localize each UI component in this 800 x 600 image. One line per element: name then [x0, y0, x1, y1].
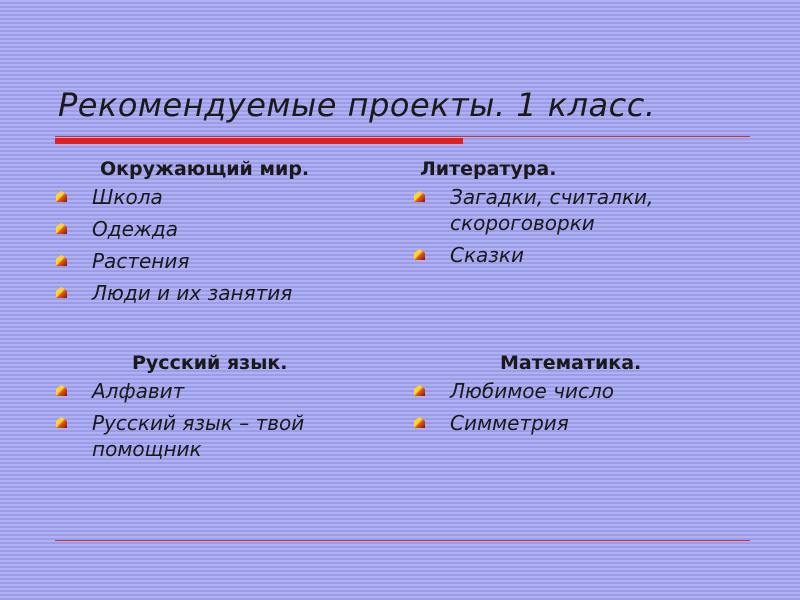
list-item-label: Алфавит — [92, 379, 185, 403]
list-item — [52, 378, 372, 404]
slide-title: Рекомендуемые проекты. 1 класс. — [58, 86, 656, 124]
list-item-label: Школа — [92, 185, 163, 209]
section-russian — [52, 352, 372, 468]
list-item — [52, 410, 372, 462]
section-math — [410, 352, 740, 442]
list-item — [52, 184, 372, 210]
list-item-label: Русский язык – твой помощник — [92, 411, 305, 461]
list-item — [410, 410, 740, 436]
title-underline-thin — [55, 136, 750, 137]
list-item — [410, 242, 740, 268]
title-underline-accent — [55, 138, 463, 144]
list-item-label: Симметрия — [450, 411, 569, 435]
bullet-icon — [56, 287, 67, 298]
list-item — [52, 216, 372, 242]
bullet-icon — [56, 255, 67, 266]
section-environment — [52, 158, 372, 312]
list-item-label: Сказки — [450, 243, 525, 267]
list-item-label: Загадки, считалки, скороговорки — [450, 185, 654, 235]
bullet-icon — [56, 417, 67, 428]
bullet-icon — [56, 191, 67, 202]
list-item-label: Любимое число — [450, 379, 615, 403]
bullet-icon — [56, 223, 67, 234]
section-heading: Русский язык. — [132, 352, 288, 374]
list-item — [410, 378, 740, 404]
list-item-label: Растения — [92, 249, 190, 273]
bullet-icon — [414, 249, 425, 260]
list-item — [410, 184, 740, 236]
bullet-icon — [414, 385, 425, 396]
section-heading: Математика. — [500, 352, 642, 374]
list-item-label: Одежда — [92, 217, 178, 241]
bullet-icon — [414, 417, 425, 428]
bullet-icon — [56, 385, 67, 396]
section-heading: Окружающий мир. — [100, 158, 310, 180]
section-heading: Литература. — [420, 158, 557, 180]
bullet-icon — [414, 191, 425, 202]
section-literature — [410, 158, 740, 274]
footer-rule — [55, 540, 750, 541]
list-item — [52, 280, 372, 306]
list-item — [52, 248, 372, 274]
list-item-label: Люди и их занятия — [92, 281, 293, 305]
